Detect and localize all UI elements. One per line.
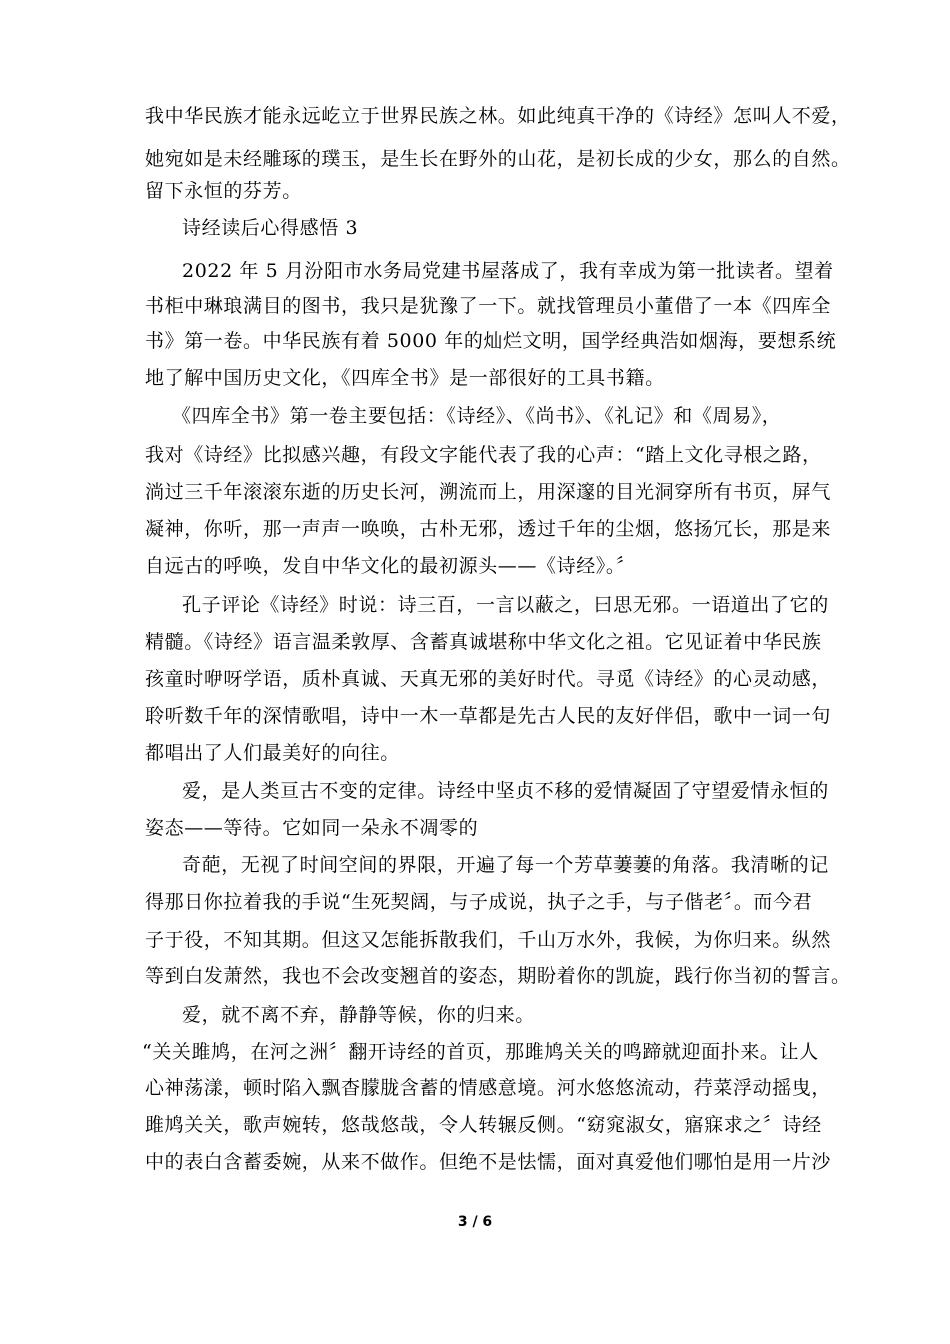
text-line: 我对《诗经》比拟感兴趣，有段文字能代表了我的心声：“踏上文化寻根之路， — [145, 444, 822, 466]
text-line: 孩童时咿呀学语，质朴真诚、天真无邪的美好时代。寻觅《诗经》的心灵动感， — [145, 668, 832, 690]
text-line: “关关雎鸠，在河之洲〞翻开诗经的首页，那雎鸠关关的鸣蹄就迎面扑来。让人 — [142, 1041, 819, 1063]
text-line: 子于役，不知其期。但这又怎能拆散我们，千山万水外，我候，为你归来。纵然 — [145, 929, 832, 951]
text-line: 书柜中琳琅满目的图书，我只是犹豫了一下。就找管理员小董借了一本《四库全 — [145, 295, 832, 317]
section-heading: 诗经读后心得感悟 3 — [182, 217, 359, 239]
text-line: 留下永恒的芬芳。 — [145, 180, 302, 202]
text-line: 心神荡漾，顿时陷入飘杳朦胧含蓄的情感意境。河水悠悠流动，荇菜浮动摇曳， — [145, 1077, 832, 1099]
text-line: 书》第一卷。中华民族有着 5000 年的灿烂文明，国学经典浩如烟海，要想系统 — [145, 330, 837, 352]
text-line: 孔子评论《诗经》时说：诗三百，一言以蔽之，曰思无邪。一语道出了它的 — [182, 594, 829, 616]
text-line: 凝神，你听，那一声声一唤唤，古朴无邪，透过千年的尘烟，悠扬冗长，那是来 — [145, 518, 832, 540]
text-line: 中的表白含蓄委婉，从来不做作。但绝不是怯懦，面对真爱他们哪怕是用一片沙 — [145, 1151, 832, 1173]
text-line: 爱，就不离不弃，静静等候，你的归来。 — [182, 1004, 535, 1026]
text-line: 爱，是人类亘古不变的定律。诗经中坚贞不移的爱情凝固了守望爱情永恒的 — [182, 780, 829, 802]
text-line: 《四库全书》第一卷主要包括：《诗经》、《尚书》、《礼记》和《周易》， — [172, 405, 782, 427]
text-line: 淌过三千年滚滚东逝的历史长河，溯流而上，用深邃的目光洞穿所有书页，屏气 — [145, 481, 832, 503]
text-line: 等到白发萧然，我也不会改变翘首的姿态，期盼着你的凯旋，践行你当初的誓言。 — [145, 965, 851, 987]
text-line: 精髓。《诗经》语言温柔敦厚、含蓄真诚堪称中华文化之祖。它见证着中华民族 — [145, 631, 822, 653]
text-line: 我中华民族才能永远屹立于世界民族之林。如此纯真干净的《诗经》怎叫人不爱， — [145, 105, 851, 127]
text-line: 自远古的呼唤，发自中华文化的最初源头——《诗经》。〞 — [145, 555, 636, 577]
text-line: 姿态——等待。它如同一朵永不凋零的 — [145, 817, 479, 839]
text-line: 她宛如是未经雕琢的璞玉，是生长在野外的山花，是初长成的少女，那么的自然。 — [145, 148, 851, 170]
text-line: 得那日你拉着我的手说“生死契阔，与子成说，执子之手，与子偕老〞。而今君 — [145, 891, 813, 913]
text-line: 雎鸠关关，歌声婉转，悠哉悠哉，令人转辗反侧。“窈窕淑女，寤寐求之〞诗经 — [145, 1114, 822, 1136]
text-line: 奇葩，无视了时间空间的界限，开遍了每一个芳草萋萋的角落。我清晰的记 — [182, 854, 829, 876]
text-line: 聆听数千年的深情歌唱，诗中一木一草都是先古人民的友好伴侣，歌中一词一句 — [145, 705, 832, 727]
text-line: 都唱出了人们最美好的向往。 — [145, 742, 400, 764]
page-number: 3 / 6 — [457, 1214, 493, 1230]
text-line: 2022 年 5 月汾阳市水务局党建书屋落成了，我有幸成为第一批读者。望着 — [182, 260, 834, 282]
text-line: 地了解中国历史文化，《四库全书》是一部很好的工具书籍。 — [145, 367, 665, 389]
